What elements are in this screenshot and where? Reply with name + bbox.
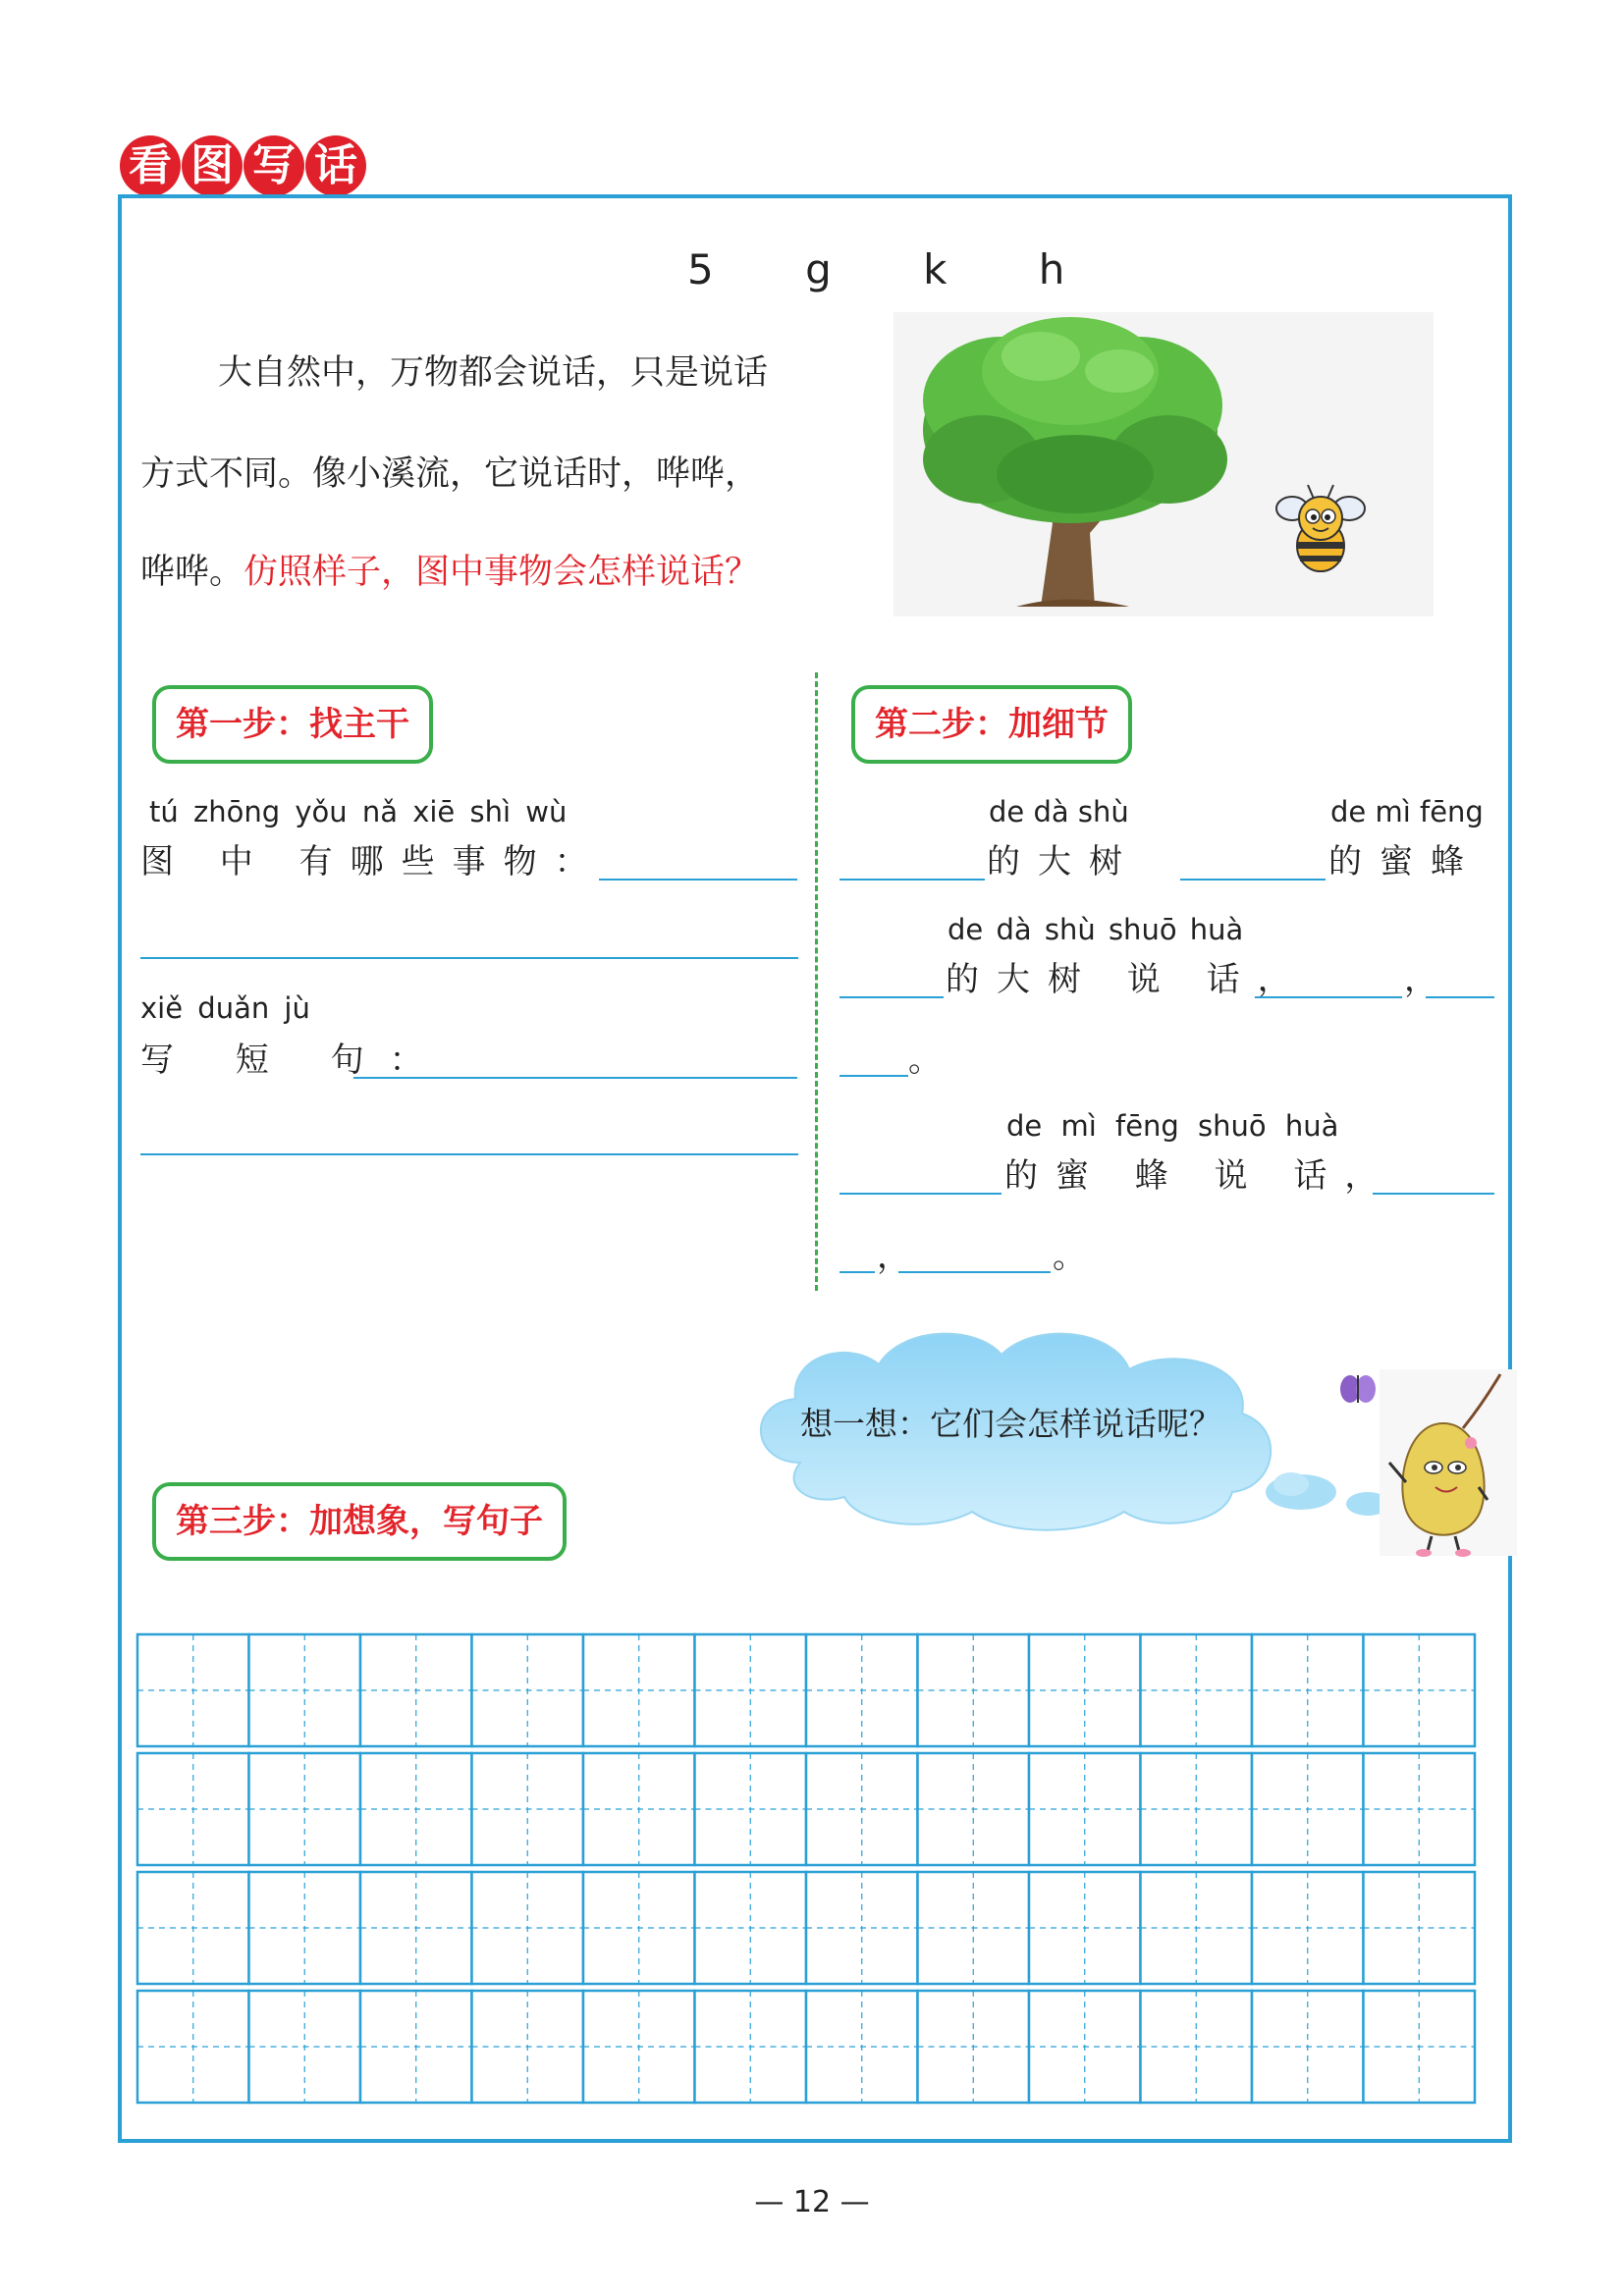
step2-bee-speak-pinyin: de mì fēng shuō huà (1006, 1109, 1339, 1143)
answer-line[interactable] (1426, 996, 1494, 998)
step1-q2-pinyin: xiě duǎn jù (140, 991, 310, 1025)
writing-cell[interactable] (806, 1991, 918, 2103)
writing-cell[interactable] (1364, 1991, 1476, 2103)
writing-cell[interactable] (1252, 1991, 1364, 2103)
tree-bee-illustration (893, 312, 1434, 616)
intro-line-3-text: 哗哗。 (140, 553, 244, 592)
answer-line[interactable] (140, 957, 798, 959)
step3-label: 第三步：加想象，写句子 (152, 1482, 567, 1561)
writing-cell[interactable] (806, 1753, 918, 1865)
writing-cell[interactable] (1141, 1991, 1253, 2103)
writing-cell[interactable] (918, 1872, 1030, 1984)
writing-cell[interactable] (472, 1634, 584, 1746)
writing-cell[interactable] (1252, 1634, 1364, 1746)
writing-cell[interactable] (695, 1634, 807, 1746)
writing-cell[interactable] (137, 1753, 249, 1865)
answer-line[interactable] (1180, 879, 1326, 881)
grid-row (135, 1632, 1477, 1748)
step2-bee-pinyin: de mì fēng (1330, 795, 1484, 828)
intro-question: 仿照样子，图中事物会怎样说话？ (244, 553, 760, 592)
writing-cell[interactable] (1029, 1753, 1141, 1865)
step1-q1-text: 图 中 有哪些事物： (140, 842, 606, 881)
writing-cell[interactable] (360, 1872, 472, 1984)
period: 。 (908, 1041, 959, 1080)
writing-cell[interactable] (806, 1634, 918, 1746)
answer-line[interactable] (839, 1075, 908, 1077)
writing-cell[interactable] (472, 1991, 584, 2103)
step1-q2-text: 写 短 句： (140, 1041, 449, 1080)
writing-cell[interactable] (1252, 1753, 1364, 1865)
intro-line-1: 大自然中，万物都会说话，只是说话 (218, 353, 769, 393)
writing-cell[interactable] (583, 1753, 695, 1865)
answer-line[interactable] (140, 1153, 798, 1155)
answer-line[interactable] (898, 1271, 1051, 1273)
period: 。 (1053, 1237, 1104, 1276)
page-number: — 12 — (754, 2185, 870, 2219)
lesson-code: 5 g k h (687, 245, 1105, 294)
writing-cell[interactable] (360, 1753, 472, 1865)
intro-line-3 (140, 545, 828, 594)
writing-cell[interactable] (806, 1872, 918, 1984)
writing-cell[interactable] (137, 1872, 249, 1984)
title-badge: 话 (305, 135, 366, 196)
step2-label: 第二步：加细节 (851, 685, 1132, 764)
writing-cell[interactable] (1252, 1872, 1364, 1984)
answer-line[interactable] (839, 1271, 875, 1273)
writing-cell[interactable] (249, 1634, 361, 1746)
writing-cell[interactable] (360, 1991, 472, 2103)
answer-line[interactable] (353, 1077, 797, 1079)
answer-line[interactable] (599, 879, 797, 881)
cloud-prompt: 想一想：它们会怎样说话呢？ (800, 1405, 1221, 1443)
writing-cell[interactable] (137, 1634, 249, 1746)
writing-cell[interactable] (137, 1991, 249, 2103)
answer-line[interactable] (839, 996, 944, 998)
grid-row (135, 1751, 1477, 1867)
writing-cell[interactable] (249, 1872, 361, 1984)
writing-cell[interactable] (918, 1991, 1030, 2103)
writing-cell[interactable] (472, 1872, 584, 1984)
writing-cell[interactable] (1029, 1991, 1141, 2103)
writing-cell[interactable] (1141, 1753, 1253, 1865)
grid-row (135, 1989, 1477, 2105)
writing-cell[interactable] (695, 1872, 807, 1984)
writing-cell[interactable] (583, 1991, 695, 2103)
writing-cell[interactable] (472, 1753, 584, 1865)
title-badge: 图 (182, 135, 243, 196)
writing-cell[interactable] (1029, 1634, 1141, 1746)
writing-cell[interactable] (1364, 1872, 1476, 1984)
mascot-illustration (1262, 1364, 1517, 1561)
writing-cell[interactable] (695, 1753, 807, 1865)
writing-cell[interactable] (918, 1634, 1030, 1746)
answer-line[interactable] (1373, 1193, 1494, 1195)
step2-tree-text: 的大树 (987, 842, 1140, 881)
writing-cell[interactable] (583, 1634, 695, 1746)
writing-cell[interactable] (583, 1872, 695, 1984)
writing-cell[interactable] (1364, 1753, 1476, 1865)
small-cloud-icon (1266, 1472, 1389, 1516)
answer-line[interactable] (839, 879, 985, 881)
writing-cell[interactable] (249, 1753, 361, 1865)
writing-cell[interactable] (1029, 1872, 1141, 1984)
column-divider (815, 672, 818, 1291)
title-badge: 看 (120, 135, 181, 196)
comma: ， (1404, 960, 1455, 999)
writing-cell[interactable] (1141, 1634, 1253, 1746)
intro-line-2: 方式不同。像小溪流，它说话时，哗哗， (140, 454, 760, 494)
step1-q1-pinyin: tú zhōng yǒu nǎ xiē shì wù (149, 795, 568, 828)
writing-cell[interactable] (360, 1634, 472, 1746)
writing-cell[interactable] (918, 1753, 1030, 1865)
title-badge: 写 (244, 135, 304, 196)
butterfly-icon (1340, 1375, 1376, 1403)
step1-label: 第一步：找主干 (152, 685, 433, 764)
comma: ， (877, 1237, 928, 1276)
answer-line[interactable] (839, 1193, 1001, 1195)
writing-cell[interactable] (1364, 1634, 1476, 1746)
writing-cell[interactable] (695, 1991, 807, 2103)
grid-row (135, 1870, 1477, 1986)
step2-bee-speak-text: 的蜜 蜂 说 话， (1004, 1156, 1396, 1196)
step2-tree-pinyin: de dà shù (989, 795, 1129, 828)
step2-tree-speak-pinyin: de dà shù shuō huà (947, 913, 1244, 946)
step2-bee-text: 的蜜蜂 (1328, 842, 1482, 881)
writing-cell[interactable] (1141, 1872, 1253, 1984)
writing-cell[interactable] (249, 1991, 361, 2103)
answer-line[interactable] (1255, 996, 1402, 998)
step2-tree-speak-text: 的大树 说 话， (946, 960, 1309, 999)
